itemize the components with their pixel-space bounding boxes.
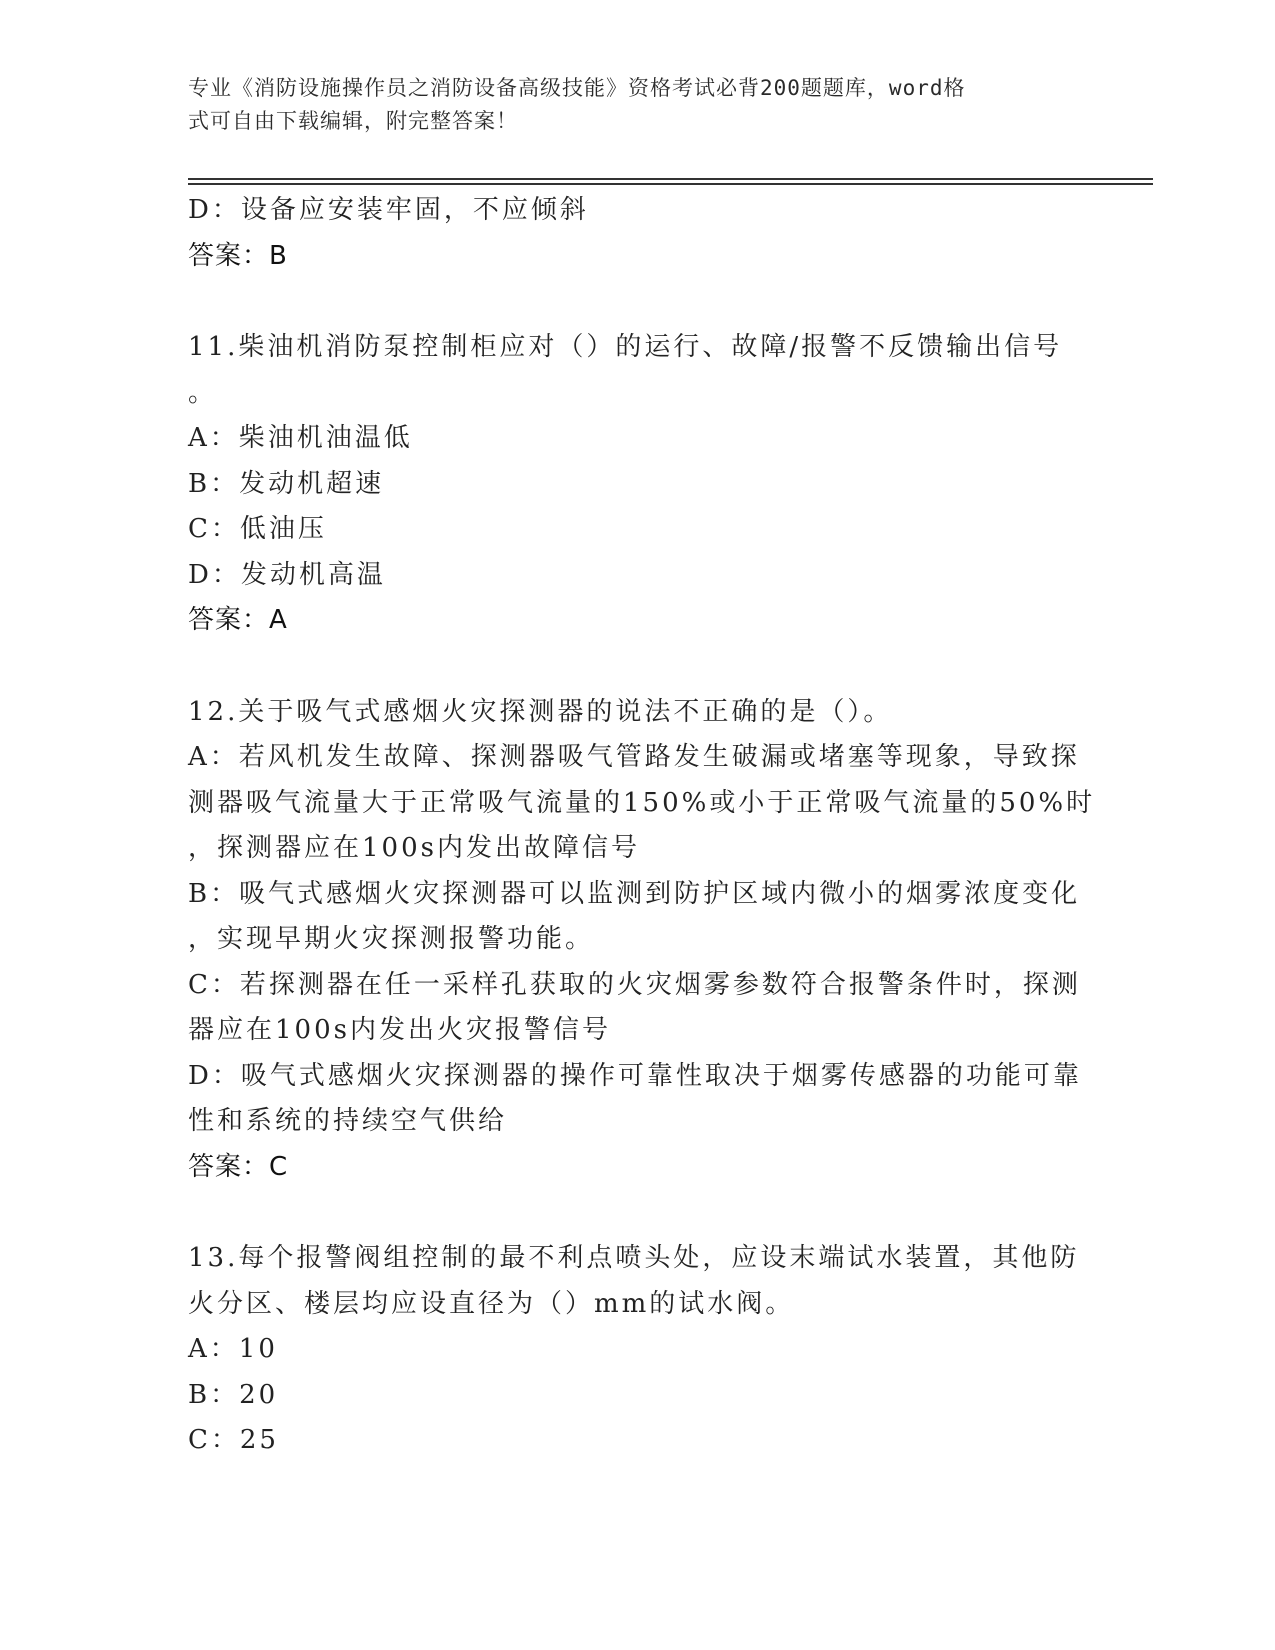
option-d: D：吸气式感烟火灾探测器的操作可靠性取决于烟雾传感器的功能可靠 — [188, 1060, 1082, 1091]
question-stem-line: 11.柴油机消防泵控制柜应对（）的运行、故障/报警不反馈输出信号 — [188, 332, 1063, 362]
document-body — [188, 188, 1096, 1464]
option-a-continued: ，探测器应在100s内发出故障信号 — [188, 833, 640, 863]
option-b-continued: ，实现早期火灾探测报警功能。 — [188, 924, 595, 954]
question-11 — [188, 325, 1088, 644]
question-stem-line: 火分区、楼层均应设直径为（）mm的试水阀。 — [188, 1288, 795, 1319]
header-divider-bottom — [188, 183, 1153, 185]
option-c-continued: 器应在100s内发出火灾报警信号 — [188, 1015, 611, 1045]
question-12 — [188, 690, 1096, 1191]
option-b: B：吸气式感烟火灾探测器可以监测到防护区域内微小的烟雾浓度变化 — [188, 878, 1081, 909]
option-d: D：设备应安装牢固，不应倾斜 — [188, 195, 589, 225]
question-stem-line: 。 — [188, 377, 218, 408]
header-line-1: 专业《消防设施操作员之消防设备高级技能》资格考试必背200题题库，word格 — [188, 76, 966, 100]
answer: 答案：C — [188, 1151, 289, 1182]
question-10-tail — [188, 188, 1088, 279]
answer: 答案：A — [188, 605, 288, 635]
option-a: A：10 — [188, 1334, 278, 1364]
option-c: C：25 — [188, 1425, 279, 1455]
option-a: A：若风机发生故障、探测器吸气管路发生破漏或堵塞等现象，导致探 — [188, 742, 1080, 772]
option-d: D：发动机高温 — [188, 559, 386, 590]
header-line-2: 式可自由下载编辑，附完整答案！ — [188, 109, 518, 133]
option-a-continued: 测器吸气流量大于正常吸气流量的150%或小于正常吸气流量的50%时 — [188, 787, 1096, 818]
option-b: B：发动机超速 — [188, 468, 385, 499]
option-a: A：柴油机油温低 — [188, 423, 413, 453]
question-stem-line: 13.每个报警阀组控制的最不利点喷头处，应设末端试水装置，其他防 — [188, 1243, 1080, 1273]
option-d-continued: 性和系统的持续空气供给 — [188, 1106, 508, 1136]
option-c: C：低油压 — [188, 514, 327, 544]
option-b: B：20 — [188, 1379, 279, 1410]
option-c: C：若探测器在任一采样孔获取的火灾烟雾参数符合报警条件时，探测 — [188, 969, 1081, 1000]
header-divider-top — [188, 178, 1153, 180]
question-13 — [188, 1236, 1088, 1464]
answer: 答案：B — [188, 240, 288, 271]
question-stem: 12.关于吸气式感烟火灾探测器的说法不正确的是（）。 — [188, 696, 893, 727]
document-header — [188, 72, 1068, 138]
